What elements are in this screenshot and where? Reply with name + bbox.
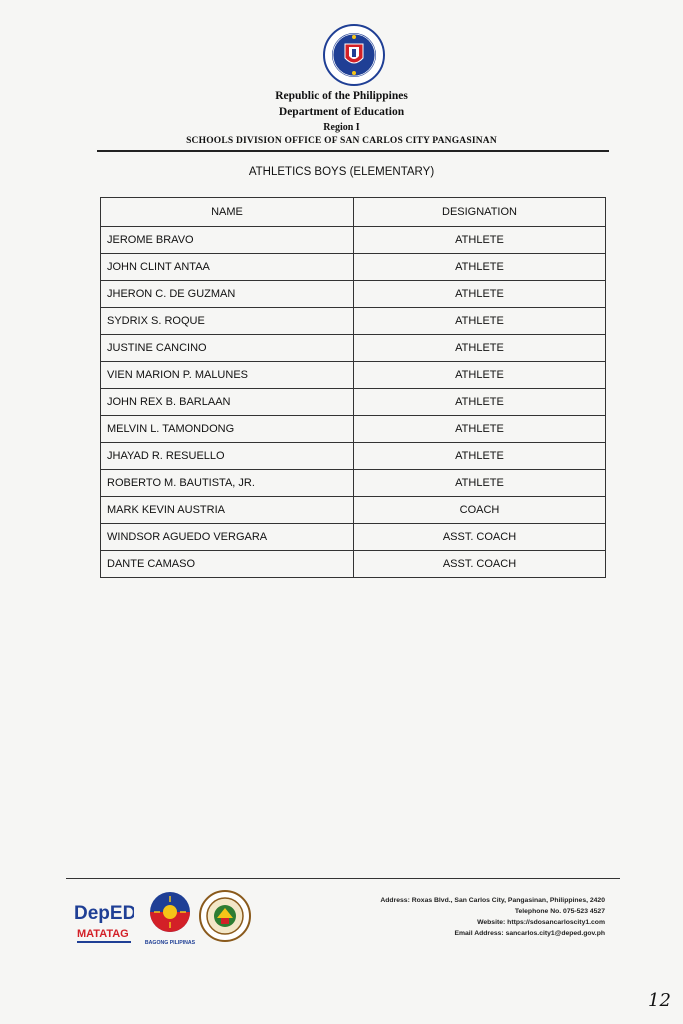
cell-designation: ATHLETE xyxy=(354,362,606,389)
cell-designation: COACH xyxy=(354,497,606,524)
cell-designation: ATHLETE xyxy=(354,335,606,362)
division-seal-icon xyxy=(199,890,251,942)
page-number: 12 xyxy=(648,990,671,1011)
cell-designation: ATHLETE xyxy=(354,227,606,254)
cell-name: JEROME BRAVO xyxy=(101,227,354,254)
cell-designation: ASST. COACH xyxy=(354,551,606,578)
cell-name: JOHN REX B. BARLAAN xyxy=(101,389,354,416)
column-header-designation: DESIGNATION xyxy=(354,198,606,227)
table-row xyxy=(101,551,606,578)
cell-name: MARK KEVIN AUSTRIA xyxy=(101,497,354,524)
footer-website: Website: https://sdosancarloscity1.com xyxy=(477,919,605,926)
footer-contact-block xyxy=(345,895,605,939)
cell-name: SYDRIX S. ROQUE xyxy=(101,308,354,335)
cell-designation: ATHLETE xyxy=(354,308,606,335)
cell-designation: ASST. COACH xyxy=(354,524,606,551)
cell-designation: ATHLETE xyxy=(354,254,606,281)
cell-name: ROBERTO M. BAUTISTA, JR. xyxy=(101,470,354,497)
cell-name: WINDSOR AGUEDO VERGARA xyxy=(101,524,354,551)
bagong-pilipinas-logo-icon xyxy=(145,890,195,948)
roster-table xyxy=(100,197,606,578)
deped-seal-icon xyxy=(323,24,385,86)
svg-text:MATATAG: MATATAG xyxy=(77,928,129,940)
table-header-row xyxy=(101,198,606,227)
svg-text:BAGONG PILIPINAS: BAGONG PILIPINAS xyxy=(145,940,195,946)
letterhead-republic: Republic of the Philippines xyxy=(275,90,408,102)
cell-name: JUSTINE CANCINO xyxy=(101,335,354,362)
cell-name: DANTE CAMASO xyxy=(101,551,354,578)
cell-name: JOHN CLINT ANTAA xyxy=(101,254,354,281)
table-row xyxy=(101,227,606,254)
footer-divider xyxy=(66,878,620,879)
table-row xyxy=(101,335,606,362)
table-row xyxy=(101,497,606,524)
letterhead-region: Region I xyxy=(323,122,360,133)
footer-telephone: Telephone No. 075-523 4527 xyxy=(514,908,605,915)
footer-address: Address: Roxas Blvd., San Carlos City, Pangasinan, Philippines, 2420 xyxy=(380,897,605,904)
table-row xyxy=(101,389,606,416)
cell-designation: ATHLETE xyxy=(354,443,606,470)
footer-email: Email Address: sancarlos.city1@deped.gov.ph xyxy=(454,930,605,937)
document-title: ATHLETICS BOYS (ELEMENTARY) xyxy=(248,166,435,178)
header-divider xyxy=(97,150,609,152)
cell-designation: ATHLETE xyxy=(354,470,606,497)
roster-body xyxy=(101,227,606,578)
cell-name: VIEN MARION P. MALUNES xyxy=(101,362,354,389)
letterhead-department: Department of Education xyxy=(278,106,405,118)
table-row xyxy=(101,416,606,443)
table-row xyxy=(101,308,606,335)
table-row xyxy=(101,524,606,551)
table-row xyxy=(101,443,606,470)
table-row xyxy=(101,254,606,281)
table-row xyxy=(101,281,606,308)
cell-name: MELVIN L. TAMONDONG xyxy=(101,416,354,443)
cell-name: JHERON C. DE GUZMAN xyxy=(101,281,354,308)
cell-name: JHAYAD R. RESUELLO xyxy=(101,443,354,470)
column-header-name: NAME xyxy=(101,198,354,227)
cell-designation: ATHLETE xyxy=(354,389,606,416)
cell-designation: ATHLETE xyxy=(354,416,606,443)
svg-text:DepED: DepED xyxy=(74,903,134,924)
letterhead-division-office: SCHOOLS DIVISION OFFICE OF SAN CARLOS CITY PANGASINAN xyxy=(186,136,497,146)
table-row xyxy=(101,362,606,389)
cell-designation: ATHLETE xyxy=(354,281,606,308)
table-row xyxy=(101,470,606,497)
deped-matatag-logo-icon xyxy=(72,895,134,947)
